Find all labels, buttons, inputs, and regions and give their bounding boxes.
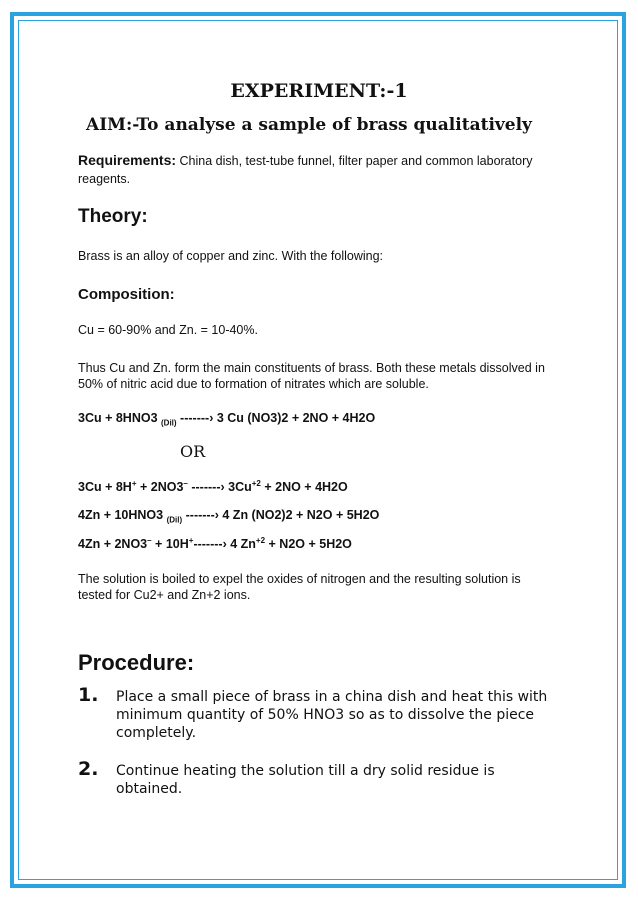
experiment-title: EXPERIMENT:-1 bbox=[230, 80, 408, 102]
step-number: 1. bbox=[78, 684, 99, 706]
composition-text: Cu = 60-90% and Zn. = 10-40%. bbox=[78, 323, 258, 337]
step-text: Place a small piece of brass in a china dish and heat this with minimum quantity of 50% HNO3 so as to dissolve the piece completely. bbox=[116, 689, 548, 741]
procedure-step bbox=[78, 686, 564, 742]
equation-3: 4Zn + 10HNO3 $_{(Dil)}$ -------› 4 Zn (NO2)2 + N2O + 5H2O bbox=[78, 508, 380, 525]
conclusion-paragraph: The solution is boiled to expel the oxides of nitrogen and the resulting solution is tested for Cu2+ and Zn+2 ions. bbox=[78, 572, 521, 602]
step-text: Continue heating the solution till a dry solid residue is obtained. bbox=[116, 763, 495, 797]
aim-heading: AIM:-To analyse a sample of brass qualitatively bbox=[86, 115, 532, 135]
procedure-step bbox=[78, 760, 564, 798]
equation-4: 4Zn + 2NO3– + 10H+-------› 4 $Zn^{+2} + N2O + 5H2O$ bbox=[78, 536, 352, 552]
equation-2: 3Cu + 8H+ + 2NO3– -------› $3Cu^{+2} + 2NO + 4H2O$ bbox=[78, 479, 348, 495]
theory-heading: Theory: bbox=[78, 206, 148, 227]
equation-1: 3Cu + 8HNO3 $_{(Dil)}$ -------› 3 Cu (NO3)2 + 2NO + 4H2O bbox=[78, 411, 376, 428]
requirements-label: Requirements: bbox=[78, 152, 177, 168]
procedure-heading: Procedure: bbox=[78, 650, 195, 675]
step-number: 2. bbox=[78, 758, 99, 780]
composition-heading: Composition: bbox=[78, 286, 175, 303]
requirements-paragraph bbox=[78, 151, 568, 188]
theory-paragraph: Thus Cu and Zn. form the main constituents of brass. Both these metals dissolved in 50% of nitric acid due to formation of nitrates which are soluble. bbox=[78, 361, 545, 391]
or-separator: OR bbox=[180, 442, 206, 461]
requirements-text: China dish, test-tube funnel, filter paper and common laboratory reagents. bbox=[78, 154, 533, 186]
theory-intro: Brass is an alloy of copper and zinc. With the following: bbox=[78, 249, 384, 263]
